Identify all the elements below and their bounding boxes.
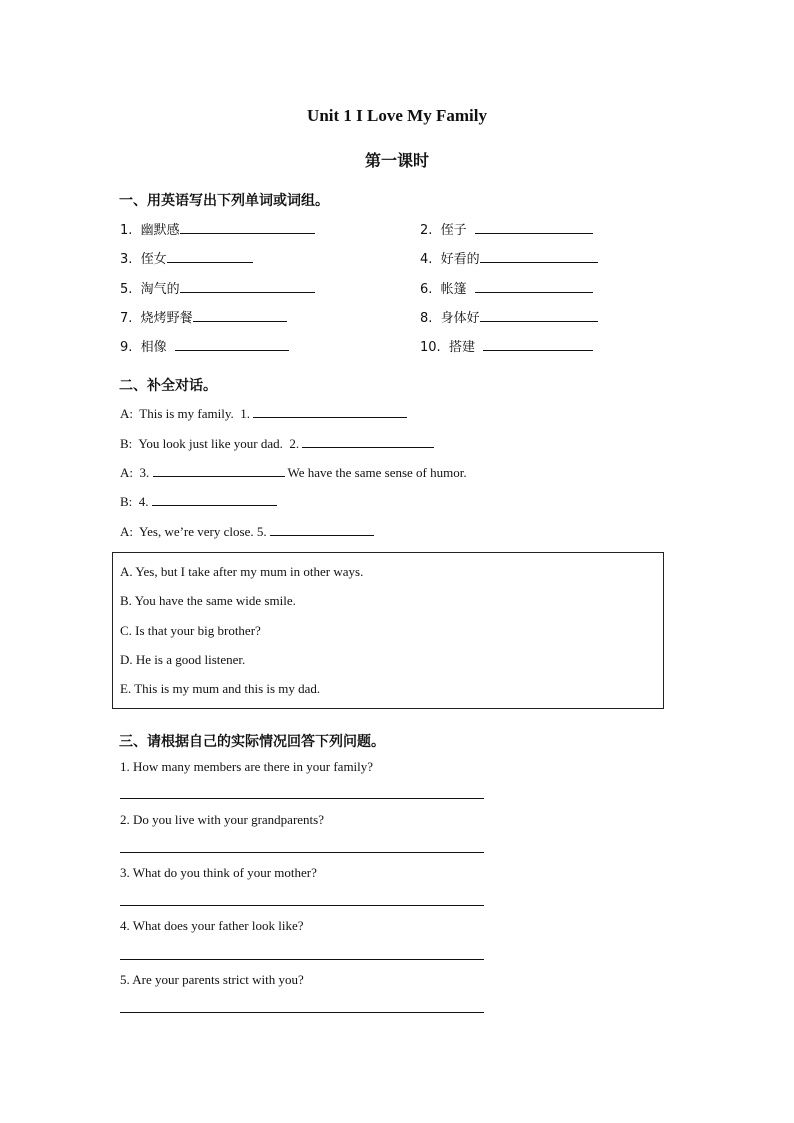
section3-heading: 三、请根据自己的实际情况回答下列问题。 bbox=[119, 734, 385, 750]
vocab-item-1 bbox=[120, 219, 315, 238]
vocab-number: 7. bbox=[120, 311, 133, 326]
vocab-answer-blank[interactable] bbox=[175, 338, 289, 351]
vocab-answer-blank[interactable] bbox=[193, 309, 287, 322]
vocab-number: 1. bbox=[120, 223, 133, 238]
vocab-word: 好看的 bbox=[440, 252, 480, 267]
vocab-number: 4. bbox=[420, 252, 433, 267]
option-c: C. Is that your big brother? bbox=[120, 623, 261, 638]
dialogue-text: You look just like your dad. bbox=[138, 436, 283, 451]
vocab-word: 搭建 bbox=[448, 340, 475, 355]
vocab-answer-blank[interactable] bbox=[480, 250, 598, 263]
dialogue-answer-blank[interactable] bbox=[153, 464, 285, 477]
dialogue-speaker: A: bbox=[120, 465, 133, 480]
vocab-number: 5. bbox=[120, 282, 133, 297]
answer-line-3[interactable] bbox=[120, 905, 484, 906]
answer-line-1[interactable] bbox=[120, 798, 484, 799]
option-d: D. He is a good listener. bbox=[120, 652, 246, 667]
dialogue-number: 2. bbox=[289, 436, 300, 451]
vocab-word: 烧烤野餐 bbox=[140, 311, 193, 326]
dialogue-number: 4. bbox=[138, 494, 149, 509]
answer-line-5[interactable] bbox=[120, 1012, 484, 1013]
vocab-word: 幽默感 bbox=[140, 223, 180, 238]
vocab-item-2 bbox=[420, 219, 593, 238]
vocab-word: 身体好 bbox=[440, 311, 480, 326]
dialogue-line-2 bbox=[120, 435, 434, 452]
vocab-answer-blank[interactable] bbox=[480, 309, 598, 322]
vocab-answer-blank[interactable] bbox=[475, 280, 593, 293]
dialogue-speaker: B: bbox=[120, 436, 133, 451]
vocab-item-8 bbox=[420, 307, 598, 326]
vocab-number: 8. bbox=[420, 311, 433, 326]
dialogue-line-3 bbox=[120, 464, 467, 481]
vocab-answer-blank[interactable] bbox=[167, 250, 253, 263]
dialogue-answer-blank[interactable] bbox=[152, 493, 277, 506]
question-3: 3. What do you think of your mother? bbox=[120, 865, 317, 880]
dialogue-answer-blank[interactable] bbox=[270, 523, 374, 536]
vocab-word: 相像 bbox=[140, 340, 167, 355]
dialogue-text: Yes, we’re very close. bbox=[139, 524, 254, 539]
vocab-answer-blank[interactable] bbox=[180, 280, 315, 293]
vocab-item-6 bbox=[420, 278, 593, 297]
answer-line-2[interactable] bbox=[120, 852, 484, 853]
vocab-item-5 bbox=[120, 278, 315, 297]
dialogue-line-5 bbox=[120, 523, 374, 540]
dialogue-line-4 bbox=[120, 493, 277, 510]
dialogue-speaker: A: bbox=[120, 406, 133, 421]
dialogue-number: 3. bbox=[139, 465, 150, 480]
vocab-number: 2. bbox=[420, 223, 433, 238]
question-5: 5. Are your parents strict with you? bbox=[120, 972, 304, 987]
vocab-item-3 bbox=[120, 248, 253, 267]
vocab-answer-blank[interactable] bbox=[475, 221, 593, 234]
dialogue-text: This is my family. bbox=[139, 406, 234, 421]
vocab-item-9 bbox=[120, 336, 289, 355]
dialogue-number: 1. bbox=[240, 406, 251, 421]
vocab-answer-blank[interactable] bbox=[180, 221, 315, 234]
option-e: E. This is my mum and this is my dad. bbox=[120, 681, 321, 696]
vocab-item-7 bbox=[120, 307, 287, 326]
vocab-answer-blank[interactable] bbox=[483, 338, 593, 351]
dialogue-text: We have the same sense of humor. bbox=[287, 465, 467, 480]
section1-heading: 一、用英语写出下列单词或词组。 bbox=[119, 193, 329, 209]
vocab-word: 侄子 bbox=[440, 223, 467, 238]
page-title: Unit 1 I Love My Family bbox=[307, 106, 487, 125]
options-box bbox=[112, 552, 664, 709]
dialogue-line-1 bbox=[120, 405, 407, 422]
option-a: A. Yes, but I take after my mum in other ways. bbox=[120, 564, 364, 579]
vocab-number: 10. bbox=[420, 340, 441, 355]
dialogue-answer-blank[interactable] bbox=[253, 405, 407, 418]
vocab-word: 帐篷 bbox=[440, 282, 467, 297]
vocab-item-10 bbox=[420, 336, 593, 355]
option-b: B. You have the same wide smile. bbox=[120, 593, 296, 608]
dialogue-answer-blank[interactable] bbox=[302, 435, 434, 448]
question-1: 1. How many members are there in your family? bbox=[120, 759, 374, 774]
vocab-word: 淘气的 bbox=[140, 282, 180, 297]
vocab-number: 9. bbox=[120, 340, 133, 355]
vocab-item-4 bbox=[420, 248, 598, 267]
dialogue-speaker: A: bbox=[120, 524, 133, 539]
vocab-number: 6. bbox=[420, 282, 433, 297]
question-2: 2. Do you live with your grandparents? bbox=[120, 812, 324, 827]
vocab-word: 侄女 bbox=[140, 252, 167, 267]
dialogue-number: 5. bbox=[256, 524, 267, 539]
section2-heading: 二、补全对话。 bbox=[119, 378, 217, 394]
answer-line-4[interactable] bbox=[120, 959, 484, 960]
question-4: 4. What does your father look like? bbox=[120, 918, 304, 933]
dialogue-speaker: B: bbox=[120, 494, 133, 509]
page-subtitle: 第一课时 bbox=[364, 151, 429, 170]
vocab-number: 3. bbox=[120, 252, 133, 267]
